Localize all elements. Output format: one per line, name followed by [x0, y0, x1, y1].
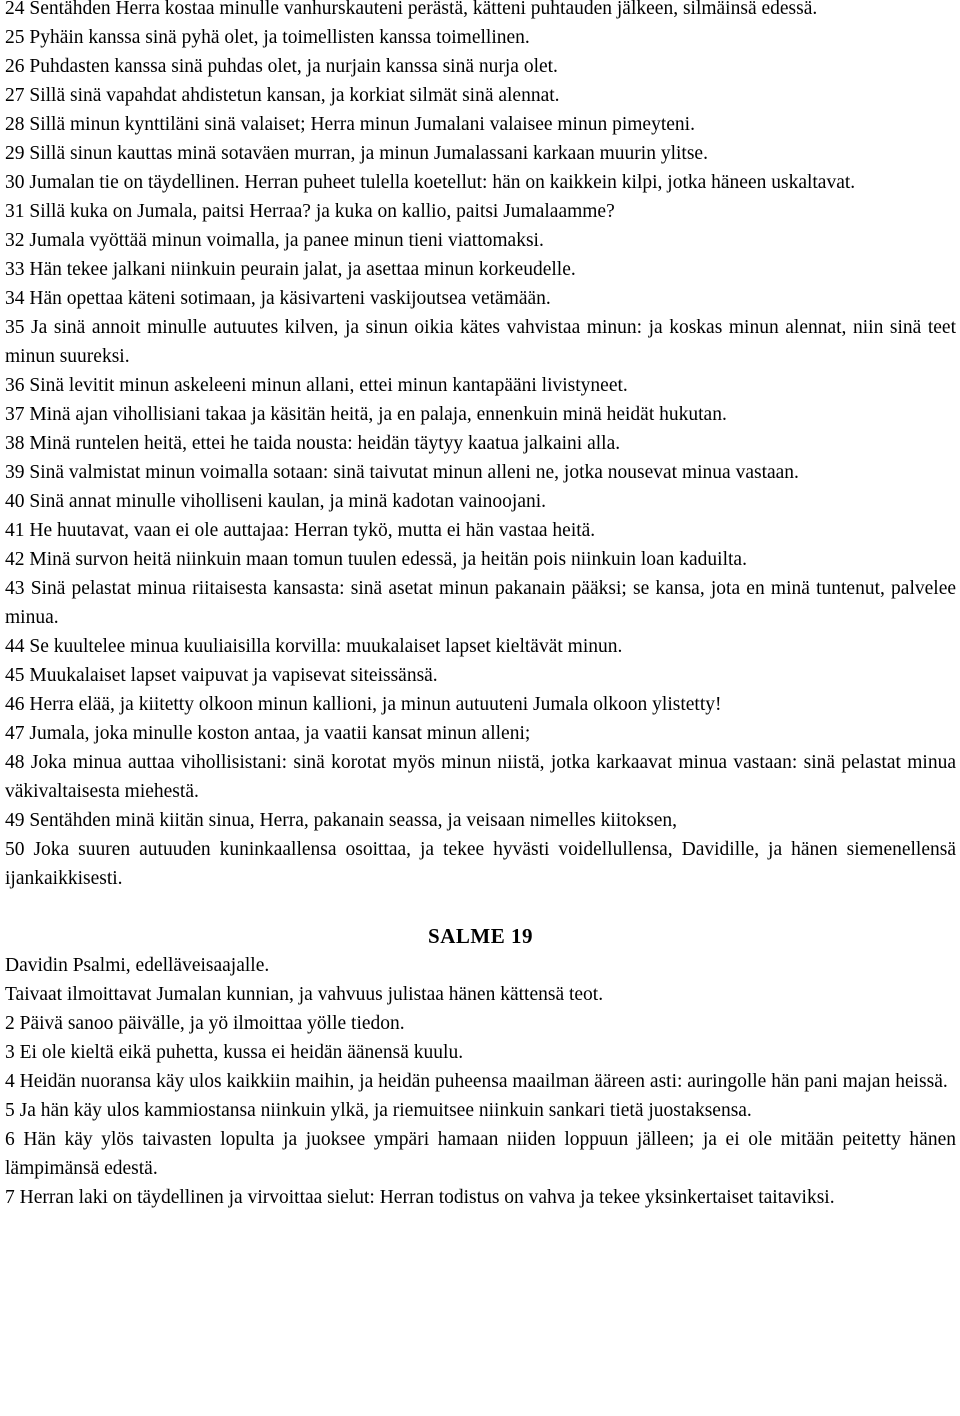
- verse-45: 45 Muukalaiset lapset vaipuvat ja vapisevat siteissänsä.: [5, 665, 438, 686]
- verse-37: 37 Minä ajan vihollisiani takaa ja käsitän heitä, ja en palaja, ennenkuin minä heidät hukutan.: [5, 404, 727, 425]
- verse-44: 44 Se kuultelee minua kuuliaisilla korvilla: muukalaiset lapset kieltävät minun.: [5, 636, 623, 657]
- verse-49: 49 Sentähden minä kiitän sinua, Herra, pakanain seassa, ja veisaan nimelles kiitoksen,: [5, 810, 678, 831]
- verse-36: 36 Sinä levitit minun askeleeni minun allani, ettei minun kantapääni livistyneet.: [5, 375, 628, 396]
- verse-25: 25 Pyhäin kanssa sinä pyhä olet, ja toimellisten kanssa toimellinen.: [5, 27, 530, 48]
- psalm-subtitle: Davidin Psalmi, edelläveisaajalle.: [5, 955, 270, 976]
- verse-48: 48 Joka minua auttaa vihollisistani: sinä korotat myös minun niistä, jotka karkaavat minua vastaan: sinä pelastat minua väkivaltaisesta miehestä.: [5, 752, 956, 802]
- verse-5: 5 Ja hän käy ulos kammiostansa niinkuin ylkä, ja riemuitsee niinkuin sankari tietä juostaksensa.: [5, 1100, 752, 1121]
- chapter-heading: SALME 19: [428, 924, 533, 948]
- verse-34: 34 Hän opettaa käteni sotimaan, ja käsivarteni vaskijoutsea vetämään.: [5, 288, 551, 309]
- verse-38: 38 Minä runtelen heitä, ettei he taida nousta: heidän täytyy kaatua jalkaini alla.: [5, 433, 621, 454]
- verse-35: 35 Ja sinä annoit minulle autuutes kilven, ja sinun oikia kätes vahvistaa minun: ja koskas minun alennat, niin sinä teet minun suureksi.: [5, 317, 956, 367]
- psalm-19: [5, 922, 956, 1212]
- verse-42: 42 Minä survon heitä niinkuin maan tomun tuulen edessä, ja heitän pois niinkuin loan kaduilta.: [5, 549, 747, 570]
- verse-4: 4 Heidän nuoransa käy ulos kaikkiin maihin, ja heidän puheensa maailman ääreen asti: auringolle hän pani majan heissä.: [5, 1071, 948, 1092]
- verse-40: 40 Sinä annat minulle viholliseni kaulan, ja minä kadotan vainoojani.: [5, 491, 547, 512]
- verse-31: 31 Sillä kuka on Jumala, paitsi Herraa? ja kuka on kallio, paitsi Jumalaamme?: [5, 201, 615, 222]
- verse-28: 28 Sillä minun kynttiläni sinä valaiset; Herra minun Jumalani valaisee minun pimeyteni.: [5, 114, 695, 135]
- verse-1: Taivaat ilmoittavat Jumalan kunnian, ja vahvuus julistaa hänen kättensä teot.: [5, 984, 604, 1005]
- document-page: [5, 0, 956, 1212]
- verse-41: 41 He huutavat, vaan ei ole auttajaa: Herran tykö, mutta ei hän vastaa heitä.: [5, 520, 596, 541]
- verse-6: 6 Hän käy ylös taivasten lopulta ja juoksee ympäri hamaan niiden loppuun jälleen; ja ei ole mitään peitetty hänen lämpimänsä edestä.: [5, 1129, 956, 1179]
- verse-30: 30 Jumalan tie on täydellinen. Herran puheet tulella koetellut: hän on kaikkein kilpi, jotka häneen uskaltavat.: [5, 172, 856, 193]
- verse-29: 29 Sillä sinun kauttas minä sotaväen murran, ja minun Jumalassani karkaan muurin ylitse.: [5, 143, 708, 164]
- verse-7: 7 Herran laki on täydellinen ja virvoittaa sielut: Herran todistus on vahva ja tekee yksinkertaiset taitaviksi.: [5, 1187, 835, 1208]
- psalm-18-continuation: [5, 0, 956, 893]
- verse-3: 3 Ei ole kieltä eikä puhetta, kussa ei heidän äänensä kuulu.: [5, 1042, 464, 1063]
- verse-50: 50 Joka suuren autuuden kuninkaallensa osoittaa, ja tekee hyvästi voidellullensa, Davidille, ja hänen siemenellensä ijankaikkisesti.: [5, 839, 956, 889]
- verse-2: 2 Päivä sanoo päivälle, ja yö ilmoittaa yölle tiedon.: [5, 1013, 405, 1034]
- verse-43: 43 Sinä pelastat minua riitaisesta kansasta: sinä asetat minun pakanain pääksi; se kansa, jota en minä tuntenut, palvelee minua.: [5, 578, 956, 628]
- verse-39: 39 Sinä valmistat minun voimalla sotaan: sinä taivutat minun alleni ne, jotka nousevat minua vastaan.: [5, 462, 799, 483]
- verse-33: 33 Hän tekee jalkani niinkuin peurain jalat, ja asettaa minun korkeudelle.: [5, 259, 576, 280]
- verse-47: 47 Jumala, joka minulle koston antaa, ja vaatii kansat minun alleni;: [5, 723, 531, 744]
- verse-24: 24 Sentähden Herra kostaa minulle vanhurskauteni perästä, kätteni puhtauden jälkeen, silmäinsä edessä.: [5, 0, 818, 19]
- verse-27: 27 Sillä sinä vapahdat ahdistetun kansan, ja korkiat silmät sinä alennat.: [5, 85, 560, 106]
- verse-46: 46 Herra elää, ja kiitetty olkoon minun kallioni, ja minun autuuteni Jumala olkoon ylistetty!: [5, 694, 722, 715]
- verse-26: 26 Puhdasten kanssa sinä puhdas olet, ja nurjain kanssa sinä nurja olet.: [5, 56, 558, 77]
- verse-32: 32 Jumala vyöttää minun voimalla, ja panee minun tieni viattomaksi.: [5, 230, 544, 251]
